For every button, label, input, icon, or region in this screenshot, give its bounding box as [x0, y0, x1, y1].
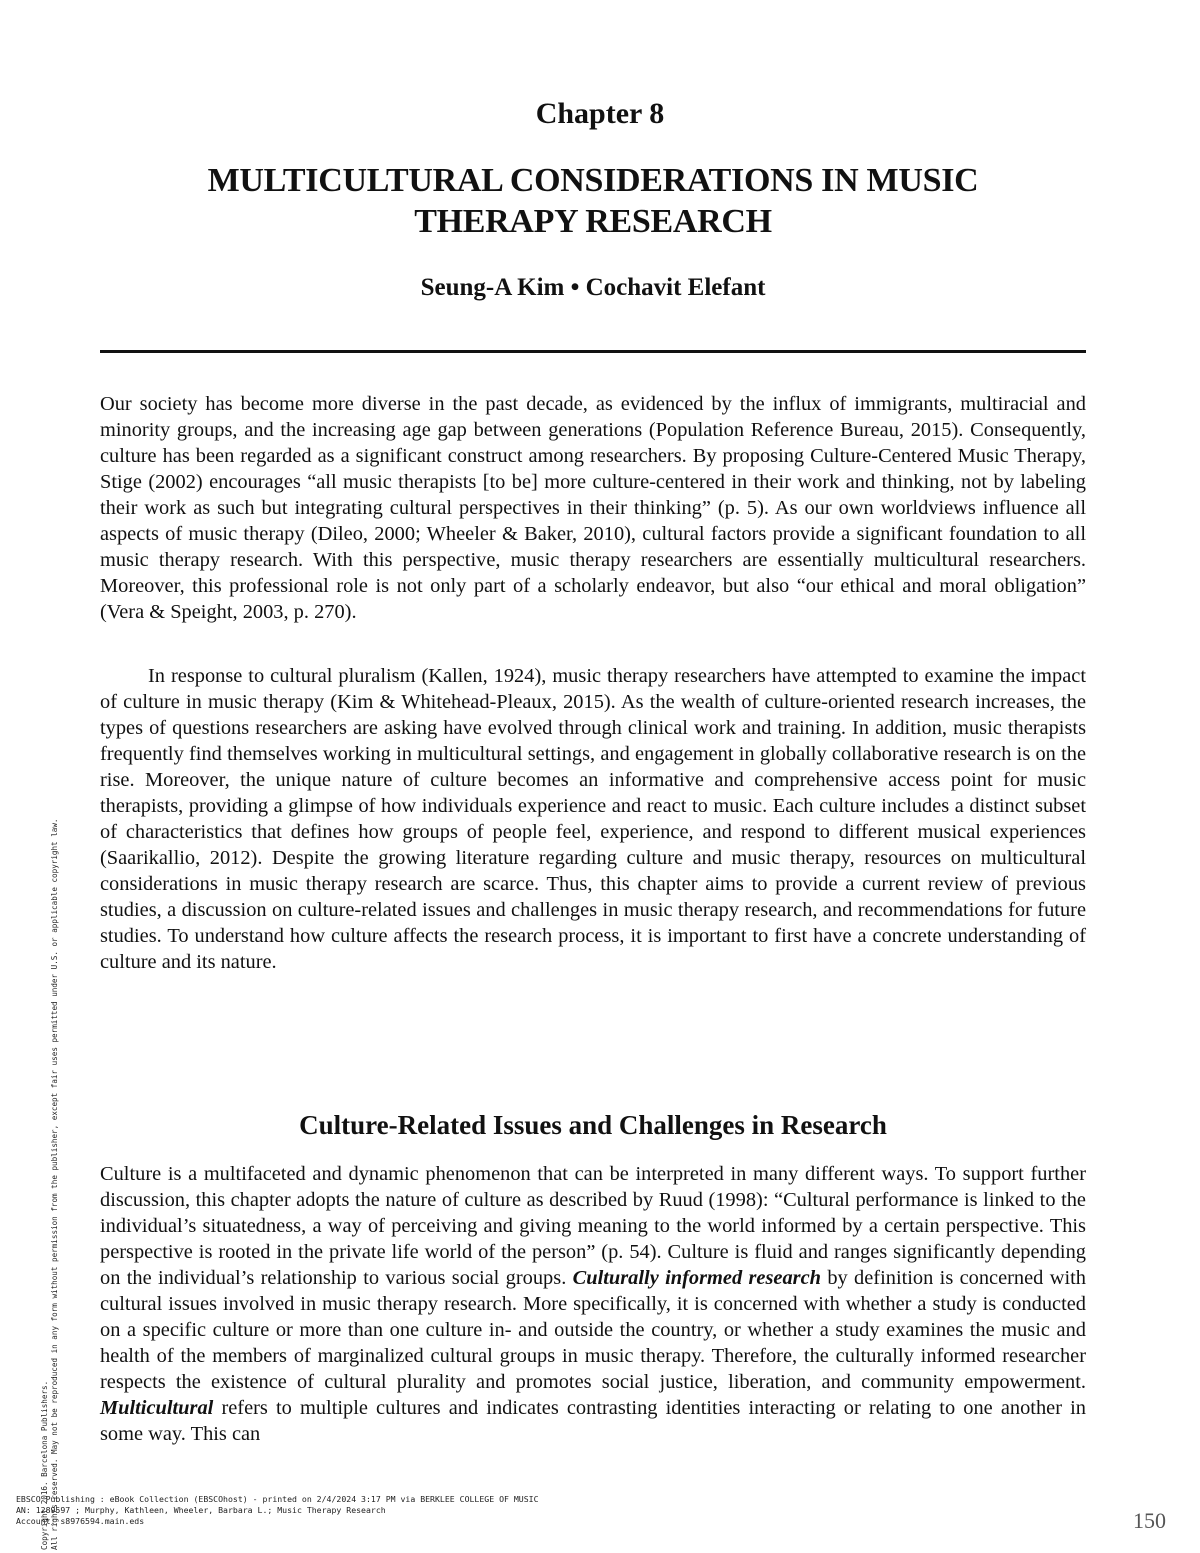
chapter-authors: Seung-A Kim • Cochavit Elefant [420, 274, 766, 301]
term-culturally-informed-research: Culturally informed research [572, 1267, 821, 1289]
chapter-title [100, 160, 1086, 242]
section-heading: Culture-Related Issues and Challenges in Research [299, 1110, 887, 1140]
paragraph-culture-definition [100, 1161, 1086, 1447]
paragraph-cultural-pluralism: In response to cultural pluralism (Kallen, 1924), music therapy researchers have attempted to examine the impact of culture in music therapy (Kim & Whitehead-Pleaux, 2015). As the wealth of culture-oriented research increases, the types of questions researchers are asking have evolved through clinical work and training. In addition, music therapists frequently find themselves working in multicultural settings, and engagement in globally collaborative research is on the rise. Moreover, the unique nature of culture becomes an informative and comprehensive access point for music therapists, providing a glimpse of how individuals experience and react to music. Each culture includes a distinct subset of characteristics that defines how groups of people feel, experience, and respond to different musical experiences (Saarikallio, 2012). Despite the growing literature regarding culture and music therapy, resources on multicultural considerations in music therapy research are scarce. Thus, this chapter aims to provide a current review of previous studies, a discussion on culture-related issues and challenges in music therapy research, and recommendations for future studies. To understand how culture affects the research process, it is important to first have a concrete understanding of culture and its nature. [100, 665, 1086, 973]
copyright-sidebar [40, 390, 60, 1550]
footer-account: Account: s8976594.main.eds [16, 1516, 145, 1526]
paragraph-text-segment: refers to multiple cultures and indicates contrasting identities interacting or relating to one another in some way. This can [100, 1397, 1086, 1445]
page-number: 150 [1133, 1508, 1166, 1533]
chapter-label: Chapter 8 [535, 97, 665, 130]
print-footer [16, 1494, 539, 1527]
copyright-line: Copyright 2016. Barcelona Publishers. [40, 1380, 49, 1550]
footer-print-info: EBSCO Publishing : eBook Collection (EBSCOhost) - printed on 2/4/2024 3:17 PM via BERKLEE COLLEGE OF MUSIC [16, 1494, 539, 1504]
paragraph-text-segment: Culture is a multifaceted and dynamic phenomenon that can be interpreted in many different ways. To support further discussion, this chapter adopts the nature of culture as described by Ruud (1998): “Cultural performance is linked to the individual’s situatedness, a way of perceiving and giving meaning to the world informed by a certain perspective. This perspective is rooted in the private life world of the person” (p. 54). Culture is fluid and ranges significantly depending on the individual’s relationship to various social groups. [100, 1163, 1086, 1289]
paragraph-intro: Our society has become more diverse in the past decade, as evidenced by the influx of immigrants, multiracial and minority groups, and the increasing age gap between generations (Population Reference Bureau, 2015). Consequently, culture has been regarded as a significant construct among researchers. By proposing Culture-Centered Music Therapy, Stige (2002) encourages “all music therapists [to be] more culture-centered in their work and thinking, not by labeling their work as such but integrating cultural perspectives in their thinking” (p. 5). As our own worldviews influence all aspects of music therapy (Dileo, 2000; Wheeler & Baker, 2010), cultural factors provide a significant foundation to all music therapy research. With this perspective, music therapy researchers are essentially multicultural researchers. Moreover, this professional role is not only part of a scholarly endeavor, but also “our ethical and moral obligation” (Vera & Speight, 2003, p. 270). [100, 393, 1086, 623]
footer-citation: AN: 1289597 ; Murphy, Kathleen, Wheeler, Barbara L.; Music Therapy Research [16, 1505, 386, 1515]
chapter-title-line-2: THERAPY RESEARCH [414, 203, 772, 240]
paragraph-text-segment: by definition is concerned with cultural issues involved in music therapy research. More specifically, it is concerned with whether a study is conducted on a specific culture or more than one culture in- and outside the country, or whether a study examines the music and health of the members of marginalized cultural groups in music therapy. Therefore, the culturally informed researcher respects the existence of cultural plurality and promotes social justice, liberation, and community empowerment. [100, 1267, 1086, 1393]
term-multicultural: Multicultural [100, 1397, 214, 1419]
title-divider [100, 350, 1086, 353]
rights-line: All rights reserved. May not be reproduced in any form without permission from the publisher, except fair uses permitted under U.S. or applicable copyright law. [50, 818, 59, 1550]
chapter-title-line-1: MULTICULTURAL CONSIDERATIONS IN MUSIC [207, 162, 979, 199]
